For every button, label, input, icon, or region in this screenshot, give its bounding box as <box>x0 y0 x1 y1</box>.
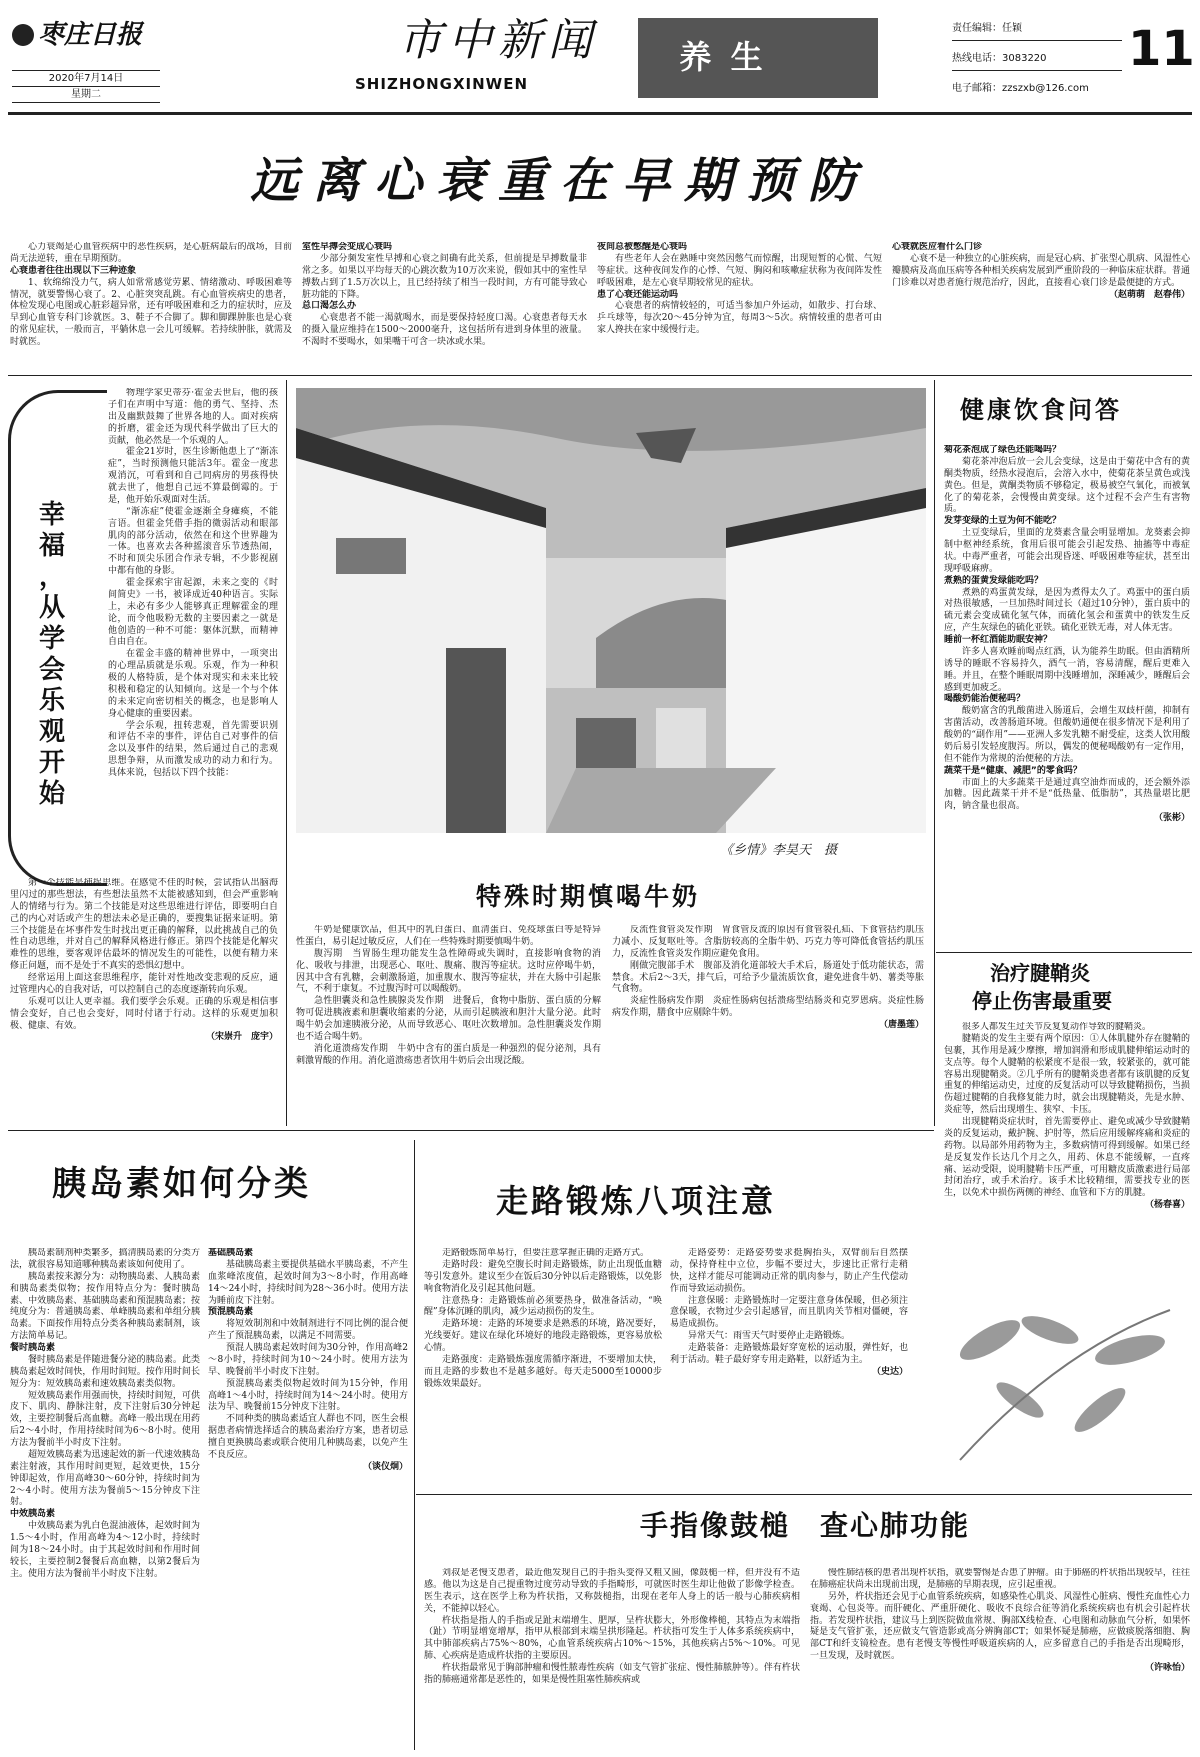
subheading: 中效胰岛素 <box>10 1509 56 1520</box>
email-line <box>952 82 1089 95</box>
hotline-line <box>952 52 1047 65</box>
section-brand-pinyin: SHIZHONGXINWEN <box>355 75 529 93</box>
paragraph: 走路环境：走路的环境要求是熟悉的环境，路况要好，光线要好。建议在绿化环境好的地段走路锻炼，更容易放松心情。 <box>424 1319 662 1353</box>
paragraph: 走路装备：走路锻炼最好穿宽松的运动服，弹性好，也利于活动。鞋子最好穿专用走路鞋，以舒适为主。 <box>670 1343 908 1365</box>
milk-signature: （唐墨莲） <box>878 1020 924 1030</box>
editor-label: 责任编辑： <box>952 23 1002 34</box>
subheading: 预混胰岛素 <box>208 1307 254 1318</box>
tendon-body <box>944 1022 1190 1280</box>
paragraph: 心衰患者的病情较轻的，可适当参加户外运动，如散步、打台球、乒乓球等，每次20～45分钟为宜，每周3～5次。病情较重的患者可由家人搀扶在家中缓慢行走。 <box>597 301 882 336</box>
lead-col-4 <box>892 242 1190 364</box>
issue-weekday: 星期二 <box>71 89 101 101</box>
paragraph: 腹泻期 当胃肠生理功能发生急性障碍或失调时，直接影响食物的消化、吸收与排泄，出现恶心、呕吐、腹痛、腹泻等症状。这时应停喝牛奶，因其中含有乳糖，会刺激肠道，加重腹水、腹泻等症状，并在大肠中引起胀气，不利于康复。不过腹泻时可以喝酸奶。 <box>296 948 601 995</box>
paragraph: 异常天气：雨雪天气时要停止走路锻炼。 <box>688 1331 851 1342</box>
paragraph: 将短效制剂和中效制剂进行不同比例的混合便产生了预混胰岛素，以满足不同需要。 <box>208 1319 408 1342</box>
masthead <box>0 0 1200 115</box>
subheading: 患了心衰还能运动吗 <box>597 289 679 300</box>
paragraph: 中效胰岛素为乳白色混油液体，起效时间为1.5～4小时，作用高峰为4～12小时，持续时间为18～24小时。由于其起效时间和作用时间较长，主要控制2餐餐后高血糖，以第2餐后为主。使用方法为餐前半小时皮下注射。 <box>10 1521 200 1579</box>
paragraph: 第一个技能是捕捉思维。在感觉不佳的时候，尝试指认出脑海里闪过的那些想法，有些想法虽然不太能被感知到，但会严重影响人的情绪与行为。第二个技能是对这些思维进行评估，即要明白自己的内心对话或产生的想法未必是正确的，要搜集证据来证明。第三个技能是在坏事件发生时找出更正确的解释，以此挑战自己的负性自动思维，并对自己的解释风格进行修正。第四个技能是化解灾难性的思维，要客观评估最坏的情况发生的可能性，以便有精力来修正问题，而不是处于不真实的恐惧幻想中。 <box>10 878 278 972</box>
paper-logo-icon <box>12 24 34 46</box>
paragraph: 短效胰岛素作用强而快，持续时间短，可供皮下、肌肉、静脉注射，皮下注射后30分钟起效，主要控制餐后高血糖。高峰一般出现在用药后2～4小时，作用持续时间为6～8小时。使用方法为餐前半小时皮下注射。 <box>10 1390 200 1448</box>
walking-col-1 <box>424 1248 662 1488</box>
diet-title: 健康饮食问答 <box>960 396 1122 424</box>
paragraph: 很多人都发生过关节反复复动作导致的腱鞘炎。 <box>962 1022 1152 1032</box>
answer: 菊花茶冲泡后放一会儿会变绿，这是由于菊花中含有的黄酮类物质，经热水浸泡后，会溶入水中，使菊花茶呈黄色或浅黄色。但是，黄酮类物质不够稳定，极易被空气氧化，而被氧化了的菊花茶，会慢慢由黄变绿。这个过程不会产生有害物质。 <box>944 456 1190 515</box>
answer: 市面上的大多蔬菜干是通过真空油炸而成的，还会额外添加糖。因此蔬菜干并不是“低热量、低脂肪”，其热量堪比肥肉，钠含量也很高。 <box>944 777 1190 812</box>
insulin-col-2 <box>208 1248 408 1748</box>
subheading: 基础胰岛素 <box>208 1248 254 1258</box>
tendon-title-2: 停止伤害最重要 <box>972 989 1112 1013</box>
paragraph: 反流性食管炎发作期 胃食管反流的原因有食管裂孔疝、下食管括约肌压力减小、反复呕吐等。含脂肪较高的全脂牛奶、巧克力等可降低食管括约肌压力，反流性食管炎发作期应避免食用。 <box>612 925 924 959</box>
paragraph: 心力衰竭是心血管疾病中的恶性疾病，是心脏病最后的战场，目前尚无法逆转，重在早期预防。 <box>10 242 292 264</box>
subheading: 夜间总被憋醒是心衰吗 <box>597 242 688 252</box>
paragraph: 预混胰岛素类似物起效时间为15分钟，作用高峰1～4小时，持续时间为14～24小时。使用方法为早、晚餐前15分钟皮下注射。 <box>208 1378 408 1413</box>
tendon-signature: （杨春喜） <box>1144 1200 1190 1211</box>
paragraph: 霍金21岁时，医生诊断他患上了“渐冻症”，当时预测他只能活3年。霍金一度悲观消沉，可看到和自己同病房的男孩得快就去世了，他想自己远不算最倒霉的。于是，他开始乐观面对生活。 <box>108 447 278 505</box>
paragraph: 胰岛素制剂种类繁多，搞清胰岛素的分类方法，就很容易知道哪种胰岛素该如何使用了。 <box>10 1248 200 1270</box>
question: 蔬菜干是“健康、减肥”的零食吗？ <box>944 765 1082 776</box>
issue-date-box <box>12 70 160 103</box>
answer: 酸奶富含的乳酸菌进入肠道后，会增生双歧杆菌，抑制有害菌活动，改善肠道环境。但酸奶通便在很多情况下是利用了酸奶的“副作用”——亚洲人多发乳糖不耐受症，这类人饮用酸奶后易引发轻度腹泻。所以，偶发的便秘喝酸奶有一定作用，但不能作为常规的治便秘的方法。 <box>944 706 1190 764</box>
paragraph: 慢性肺结核的患者出现杵状指，就要警惕是否患了肿瘤。由于肺癌的杵状指出现较早，往往在肺癌症状尚未出现前出现，是肺癌的早期表现，应引起重视。 <box>810 1568 1190 1590</box>
paragraph: 有些老年人会在熟睡中突然因憋气而惊醒，出现短暂的心慌、气短等症状。这种夜间发作的心悸、气短、胸闷和咳嗽症状称为夜间阵发性呼吸困难，是左心衰早期较常见的症状。 <box>597 253 882 288</box>
title-char: 学 <box>38 624 65 654</box>
paragraph: 1、软绵绵没力气，病人如常常感觉劳累、情绪激动、呼吸困难等情况，就要警惕心衰了。2、心脏突突乱跳。有心血管疾病史的患者，体检发现心电图或心脏彩超异常，还有呼吸困难和乏力的症状时，应及早到心血管专科门诊就医。3、鞋子不合脚了。脚和脚踝肿胀也是心衰的常见症状，一般而言，平躺休息一会儿可缓解。若持续肿胀，就需及时就医。 <box>10 277 292 347</box>
paragraph: 走路强度：走路锻炼强度需循序渐进，不要增加太快，而且走路的步数也不是越多越好。每天走5000至10000步锻炼效果最好。 <box>424 1354 662 1389</box>
title-char: ， <box>38 562 65 592</box>
paragraph: 心衰不是一种独立的心脏疾病，而是冠心病、扩张型心肌病、风湿性心瓣膜病及高血压病等各种相关疾病发展到严重阶段的一种临床症状群。普通门诊难以对患者施行规范治疗，因此，直接看心衰门诊是最便捷的方式。 <box>892 253 1190 288</box>
masthead-rule <box>8 112 1192 115</box>
paragraph: 刘叔是老慢支患者，最近他发现自己的手指头变得又粗又圆，像鼓槌一样，但并没有不适感。他以为这是自己提重物过度劳动导致的手指畸形，可就医时医生却让他做了影像学检查。医生表示，这在医学上称为杵状指，又称鼓槌指，出现在老年人身上的话一般与心肺疾病相关，不能掉以轻心。 <box>424 1568 800 1614</box>
question: 菊花茶泡成了绿色还能喝吗？ <box>944 445 1062 455</box>
diet-signature: （张彬） <box>1153 813 1190 824</box>
finger-signature: （许咏怡） <box>1144 1663 1190 1673</box>
paragraph: 消化道溃疡发作期 牛奶中含有的蛋白质是一种强烈的促分泌剂，具有刺激胃酸的作用。消化道溃疡患者饮用牛奶后会出现泛酸。 <box>296 1043 601 1066</box>
section-tag-box <box>638 18 878 98</box>
subheading: 餐时胰岛素 <box>10 1343 56 1353</box>
paragraph: 预混人胰岛素起效时间为30分钟，作用高峰2～8小时，持续时间为10～24小时。使用方法为早、晚餐前半小时皮下注射。 <box>208 1343 408 1377</box>
paragraph: 基础胰岛素主要提供基础水平胰岛素，不产生血浆峰浓度值，起效时间为3～8小时，作用高峰14～24小时，持续时间为28～36小时。使用方法为睡前皮下注射。 <box>208 1259 408 1306</box>
happiness-full-text <box>10 878 278 1123</box>
section-brand: 市中新闻 <box>398 15 598 66</box>
signature: （谈仪炯） <box>362 1461 408 1472</box>
walking-col-2 <box>670 1248 908 1488</box>
title-char: 福 <box>38 531 65 561</box>
hotline-label: 热线电话： <box>952 53 1002 64</box>
title-char: 始 <box>38 779 65 809</box>
insulin-title: 胰岛素如何分类 <box>52 1164 311 1204</box>
milk-col-2 <box>612 925 924 1125</box>
tendon-title-1: 治疗腱鞘炎 <box>990 961 1090 985</box>
paragraph: “渐冻症”使霍金逐渐全身瘫痪，不能言语。但霍金凭借手指的微弱活动和眼部肌肉的部分活动，依然在和这个世界趣为一体。也喜欢去各种摇滚音乐节透热闹，不时和顶尖乐团合作录专辑，不少影视剧中都有他的身影。 <box>108 506 278 577</box>
flower-illustration-icon <box>930 1290 1190 1470</box>
paragraph: 走路时段：避免空腹长时间走路锻炼，防止出现低血糖等引发意外。建议至少在饭后30分钟以后走路锻炼，以免影响食物消化及引起其他问题。 <box>424 1259 662 1294</box>
lead-title: 远离心衰重在早期预防 <box>250 153 871 209</box>
hotline-number: 3083220 <box>1002 53 1047 64</box>
signature: （史达） <box>871 1366 908 1377</box>
paragraph: 少部分频发室性早搏和心衰之间确有此关系，但前提是早搏数量非常之多。如果以平均每天的心跳次数为10万次来说，假如其中的室性早搏数占到了1.5万次以上，且已经持续了相当一段时间，方有可能导致心脏功能的下降。 <box>302 253 587 300</box>
paragraph: 注意保暖：走路锻炼时一定要注意身体保暖，但必须注意保暖，衣物过少会引起感冒，而且肌肉关节相对僵硬，容易造成损伤。 <box>670 1295 908 1330</box>
paragraph: 乐观可以让人更幸福。我们要学会乐观。正确的乐观是相信事情会变好，自己也会变好，同时付诸于行动。这样的乐观更加积极、健康、有效。 <box>10 996 278 1031</box>
village-photo-illustration <box>296 388 926 833</box>
paragraph: 刚做完腹部手术 腹部及消化道部较大手术后，肠道处于低功能状态，需禁食。术后2～3天，排气后，可给予少量流质饮食，避免进食牛奶、薯类等胀气食物。 <box>612 960 924 995</box>
editor-line <box>952 22 1022 35</box>
paragraph: 经常运用上面这套思维程序，能针对性地改变悲观的反应，通过管理内心的自我对话，可以控制自己的态度逐渐转向乐观。 <box>10 973 278 995</box>
paragraph: 出现腱鞘炎症状时，首先需要停止、避免或减少导致腱鞘炎的反复运动，戴护腕、护肘等，然后应用缓解疼痛和炎症的药物。以局部外用药物为主，多数病情可得到缓解。如果已经是反复发作长达几个月之久，用药、休息不能缓解，一直疼痛、运动受限，说明腱鞘卡压严重，可用糖皮质激素进行局部封闭治疗，或手术治疗。该手术比较精细，需要找专业的医生，以免术中损伤两侧的神经、血管和下方的肌腱。 <box>944 1117 1190 1199</box>
editor-name: 任颖 <box>1002 23 1022 34</box>
answer: 土豆变绿后，里面的龙葵素含量会明显增加。龙葵素会抑制中枢神经系统，食用后很可能会引起发热、抽搐等中毒症状。中毒严重者，可能会出现昏迷、呼吸困难等症状，甚至出现呼吸麻痹。 <box>944 528 1190 574</box>
paragraph: 学会乐观，扭转悲观，首先需要识别和评估不幸的事件，评估自己对事件的信念以及事件的结果，然后通过自己的悲观思想争辩，从而激发成功的动力和行为。具体来说，包括以下四个技能： <box>108 720 278 778</box>
question: 煮熟的蛋黄发绿能吃吗？ <box>944 575 1044 586</box>
title-char: 会 <box>38 655 65 685</box>
paragraph: 餐时胰岛素是伴随进餐分泌的胰岛素。此类胰岛素起效时间快，作用时间短。按作用时间长短分为：短效胰岛素和速效胰岛素类似物。 <box>10 1354 200 1389</box>
title-char: 从 <box>38 593 65 623</box>
paragraph: 牛奶是健康饮品，但其中的乳白蛋白、血清蛋白、免疫球蛋白等是特异性蛋白，易引起过敏反应，人们在一些特殊时期要慎喝牛奶。 <box>296 925 601 947</box>
paragraph: 心衰患者不能一渴就喝水，而是要保持轻度口渴。心衰患者每天水的摄入量应维持在1500～2000毫升，这包括所有进到身体里的液量。不渴时不要喝水，如果嘴干可含一块冰或水果。 <box>302 313 587 347</box>
answer: 煮熟的鸡蛋黄发绿，是因为煮得太久了。鸡蛋中的蛋白质对热很敏感，一旦加热时间过长（超过10分钟），蛋白质中的硫元素会变成硫化氢气体，而硫化氢会和蛋黄中的铁发生反应，产生灰绿色的硫化亚铁。硫化亚铁无毒，对人体无害。 <box>944 587 1190 634</box>
feature-photo <box>296 388 926 833</box>
signature: （赵萌萌 赵春伟） <box>1108 289 1190 300</box>
paragraph: 炎症性肠病发作期 炎症性肠病包括溃疡型结肠炎和克罗恩病。炎症性肠病发作期，膳食中应剔除牛奶。 <box>612 996 924 1019</box>
insulin-col-1 <box>10 1248 200 1748</box>
happiness-title <box>22 500 82 810</box>
paragraph: 霍金探索宇宙起源，未来之变的《时间简史》一书，被译成近40种语言。实际上，未必有多少人能够真正理解霍金的理论，而令他吸粉无数的主要因素之一就是他创造的一种不可能：躯体沉默，而精神自由自在。 <box>108 578 278 648</box>
paragraph: 物理学家史蒂芬·霍金去世后，他的孩子们在声明中写道：他的勇气、坚持、杰出及幽默鼓舞了世界各地的人。面对疾病的折磨，霍金还为现代科学做出了巨大的贡献，他必然是一个乐观的人。 <box>108 388 278 446</box>
lead-col-1 <box>10 242 292 364</box>
subheading: 室性早搏会变成心衰吗 <box>302 242 393 252</box>
question: 发芽变绿的土豆为何不能吃？ <box>944 516 1062 527</box>
paragraph: 走路姿势：走路姿势要求挺胸抬头，双臂前后自然摆动，保持脊柱中立位，步幅不要过大，步速比正常行走稍快，这样才能尽可能调动正常的肌肉参与，防止产生代偿动作而导致运动损伤。 <box>670 1248 908 1294</box>
paragraph: 在霍金丰盛的精神世界中，一项突出的心理品质就是乐观。乐观，作为一种积极的人格特质，是个体对现实和未来比较积极和稳定的认知倾向。这是一个与个体的未来定向密切相关的概念，也是影响人身心健康的重要因素。 <box>108 649 278 719</box>
email-label: 电子邮箱： <box>952 83 1002 94</box>
title-char: 乐 <box>38 686 65 716</box>
paragraph: 急性胆囊炎和急性胰腺炎发作期 进餐后，食物中脂肪、蛋白质的分解物可促进胰液素和胆囊收缩素的分泌，从而引起胰液和胆汁大量分泌。此时喝牛奶会加速胰液分泌，从而导致恶心、呕吐次数增加。急性胆囊炎发作期也不适合喝牛奶。 <box>296 996 601 1042</box>
photo-caption: 《乡情》李昊天 摄 <box>720 843 838 858</box>
section-tag: 养 生 <box>679 38 767 76</box>
paper-name: 枣庄日报 <box>38 20 143 50</box>
paragraph: 胰岛素按来源分为：动物胰岛素、人胰岛素和胰岛素类似物；按作用特点分为：餐时胰岛素、中效胰岛素、基础胰岛素和预混胰岛素；按纯度分为：普通胰岛素、单峰胰岛素和单组分胰岛素。下面按作用特点分类各种胰岛素制剂，该方法简单易记。 <box>10 1271 200 1342</box>
issue-date: 2020年7月14日 <box>12 71 160 87</box>
answer: 许多人喜欢睡前喝点红酒，认为能养生助眠。但由酒精所诱导的睡眠不容易持久，酒气一消，容易清醒，醒后更难入睡。并且，在整个睡眠周期中浅睡增加，深睡减少，睡醒后会感到更加疲乏。 <box>944 646 1190 693</box>
lead-col-2 <box>302 242 587 364</box>
paragraph: 杵状指最常见于胸部肿瘤和慢性脓毒性疾病（如支气管扩张症、慢性肺脓肿等）。伴有杵状指的肺癌通常都是恶性的，如果是慢性阻塞性肺疾病或 <box>424 1663 800 1685</box>
lead-col-3 <box>597 242 882 364</box>
paragraph: 走路锻炼简单易行，但要注意掌握正确的走路方式。 <box>442 1248 650 1258</box>
question: 喝酸奶能治便秘吗？ <box>944 694 1026 705</box>
title-char: 幸 <box>38 500 65 530</box>
title-char: 开 <box>38 748 65 778</box>
page-number: 11 <box>1128 21 1195 77</box>
walking-title: 走路锻炼八项注意 <box>496 1182 777 1220</box>
finger-col-2 <box>810 1568 1190 1754</box>
paragraph: 另外，杵状指还会见于心血管系统疾病，如感染性心肌炎、风湿性心脏病、慢性充血性心力衰竭、心包炎等。而肝硬化、严重肝硬化、吸收不良综合征等消化系统疾病也有机会引起杵状指。若发现杵状指，建议马上到医院做血常规、胸部X线检查、心电图和动脉血气分析，如果怀疑是支气管扩张，还应做支气管造影或高分辨胸部CT；如果怀疑是肺癌，应做痰脱落细胞、胸部CT和纤支镜检查。患有老慢支等慢性呼吸道疾病的人，应多留意自己的手指是否出现畸形，一旦发现，及时就医。 <box>810 1591 1190 1662</box>
happiness-wrap-text <box>108 388 278 876</box>
milk-title: 特殊时期慎喝牛奶 <box>476 882 701 911</box>
paragraph: 腱鞘炎的发生主要有两个原因：①人体肌腱外存在腱鞘的包裹，其作用是减少摩擦，增加润滑和形成肌腱伸缩运动时的支点等。每个人腱鞘的松紧度不是很一致，较紧张的，就可能容易出现腱鞘炎。②几乎所有的腱鞘炎患者都有该肌腱的反复重复的伸缩运动史，过度的反复活动可以导致腱鞘损伤，当损伤超过腱鞘的自我修复能力时，就会出现腱鞘炎，先是水肿、炎症等，然后出现增生、狭窄、卡压。 <box>944 1033 1190 1116</box>
paragraph: 不同种类的胰岛素适宜人群也不同，医生会根据患者病情选择适合的胰岛素治疗方案，患者切忌擅自更换胰岛素或联合使用几种胰岛素，以免产生不良反应。 <box>208 1414 408 1460</box>
happiness-signature: （宋崇升 庞宇） <box>205 1032 278 1043</box>
milk-col-1 <box>296 925 601 1125</box>
paragraph: 注意热身：走路锻炼前必须要热身，做准备活动，“唤醒”身体沉睡的肌肉，减少运动损伤的发生。 <box>424 1295 662 1318</box>
email-address[interactable]: zzszxb@126.com <box>1002 83 1089 94</box>
subheading: 心衰就医应看什么门诊 <box>892 242 983 252</box>
paragraph: 超短效胰岛素为迅速起效的新一代速效胰岛素注射液，其作用时间更短，起效更快，15分钟即起效，作用高峰30～60分钟，持续时间为2～4小时。使用方法为餐前5～15分钟皮下注射。 <box>10 1449 200 1508</box>
finger-title: 手指像鼓槌 查心肺功能 <box>640 1509 971 1542</box>
finger-col-1 <box>424 1568 800 1754</box>
paragraph: 杵状指是指人的手指或足趾末端增生、肥厚，呈杵状膨大，外形像棒槌，其特点为末端指（趾）节明显增宽增厚，指甲从根部到末端呈拱形隆起。杵状指可发生于人体多系统疾病中，其中肺部疾病占75%～80%，心血管系统疾病占10%～15%，其他疾病占5%～10%。可见肺、心疾病是造成杵状指的主要原因。 <box>424 1615 800 1662</box>
question: 睡前一杯红酒能助眠安神？ <box>944 635 1053 645</box>
diet-qa <box>944 445 1190 945</box>
subheading: 心衰患者往往出现以下三种迹象 <box>10 265 137 276</box>
title-char: 观 <box>38 717 65 747</box>
subheading: 总口渴怎么办 <box>302 301 357 312</box>
